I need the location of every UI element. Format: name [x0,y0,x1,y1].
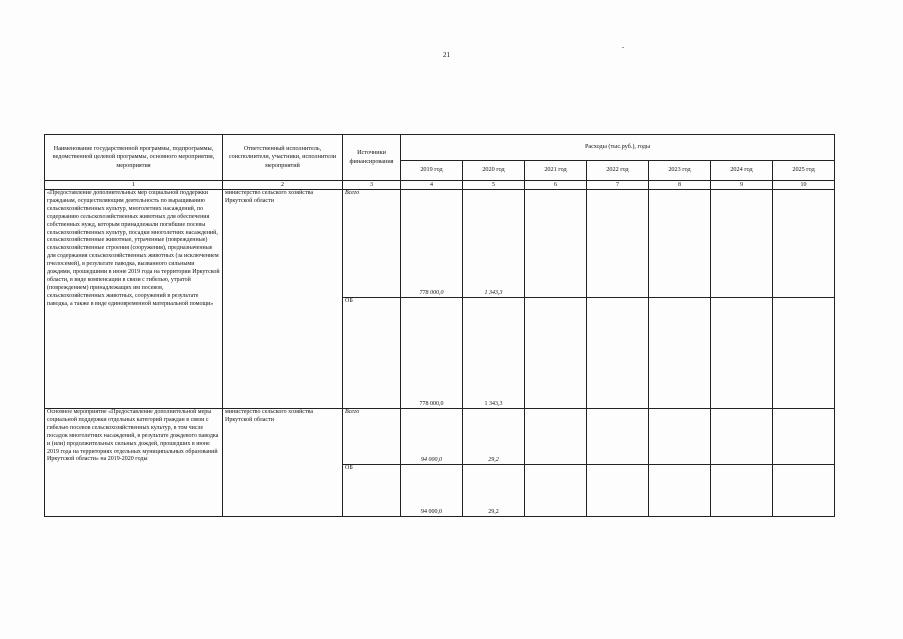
source-regional: ОБ [343,298,401,409]
value-cell [401,409,463,465]
budget-table [44,134,835,517]
value-cell [711,190,773,298]
header-executor: Ответственный исполнитель, соисполнители, участники, исполнители мероприятий [223,135,343,181]
value-cell [463,190,525,298]
value-cell [525,298,587,409]
value-text: 1 343,3 [484,290,503,296]
value-cell [401,465,463,517]
column-number: 4 [401,181,463,190]
header-source: Источники финансирования [343,135,401,181]
value-text: 29,2 [488,509,499,515]
value-cell [773,190,835,298]
column-number: 8 [649,181,711,190]
column-number: 1 [45,181,223,190]
column-number: 3 [343,181,401,190]
value-cell [773,409,835,465]
column-number: 7 [587,181,649,190]
value-text: 778 000,0 [419,401,444,407]
value-cell [463,409,525,465]
value-cell [401,298,463,409]
table-row [45,190,835,298]
value-cell [649,465,711,517]
column-number: 9 [711,181,773,190]
value-cell [649,409,711,465]
header-year: 2023 год [649,161,711,181]
value-cell [773,465,835,517]
value-cell [711,409,773,465]
header-year: 2024 год [711,161,773,181]
value-cell [773,298,835,409]
header-expenses: Расходы (тыс.руб.), годы [401,135,835,161]
value-cell [587,298,649,409]
value-cell [587,409,649,465]
value-cell [463,465,525,517]
header-year: 2019 год [401,161,463,181]
value-cell [525,465,587,517]
value-cell [587,465,649,517]
column-number: 2 [223,181,343,190]
page-number: 21 [443,51,450,59]
header-year: 2021 год [525,161,587,181]
value-cell [525,190,587,298]
value-cell [711,465,773,517]
column-number: 6 [525,181,587,190]
source-regional: ОБ [343,465,401,517]
header-year: 2020 год [463,161,525,181]
value-text: 1 343,3 [484,401,503,407]
header-program: Наименование государственной программы, подпрограммы, ведомственной целевой программы, основного мероприятия, мероприятия [45,135,223,181]
column-number-row [45,181,835,190]
value-cell [711,298,773,409]
source-total: Всего [343,409,401,465]
row-description: «Предоставление дополнительных мер социальной поддержки гражданам, осуществляющим деятельность по выращиванию сельскохозяйственных культур, многолетних насаждений, по содержанию сельскохозяйственных животных для обеспечения собственных нужд, которым принадлежали погибшие посевы сельскохозяйственных культур, посадки многолетних насаждений, сельскохозяйственные животные, утраченные (поврежденные) сельскохозяйственные строения (сооружения), предназначенные для содержания сельскохозяйственных животных (за исключением пчелосемей), в результате паводка, вызванного сильными дождями, прошедшими в июне 2019 года на территории Иркутской области, в виде компенсации в связи с гибелью, утратой (повреждением) принадлежащих им посевов, сельскохозяйственных животных, сооружений в результате паводка, а также в виде единовременной материальной помощи» [45,190,223,409]
table-row [45,409,835,465]
column-number: 10 [773,181,835,190]
value-cell [525,409,587,465]
value-cell [649,190,711,298]
row-executor: министерство сельского хозяйства Иркутской области [223,409,343,517]
value-text: 94 000,0 [421,509,442,515]
value-text: 778 000,0 [419,290,444,296]
source-total: Всего [343,190,401,298]
row-description: Основное мероприятие «Предоставление дополнительной меры социальной поддержки отдельных категорий граждан в связи с гибелью посевов сельскохозяйственных культур, в том числе посадок многолетних насаждений, в результате дождевого паводка и (или) продолжительных сильных дождей, прошедших в июне 2019 года на территориях отдельных муниципальных образований Иркутской области» на 2019-2020 годы [45,409,223,517]
value-cell [463,298,525,409]
value-cell [401,190,463,298]
row-executor: министерство сельского хозяйства Иркутской области [223,190,343,409]
value-text: 29,2 [488,457,499,463]
value-text: 94 000,0 [421,457,442,463]
value-cell [587,190,649,298]
scan-speck [622,47,624,48]
value-cell [649,298,711,409]
header-year: 2022 год [587,161,649,181]
column-number: 5 [463,181,525,190]
header-year: 2025 год [773,161,835,181]
